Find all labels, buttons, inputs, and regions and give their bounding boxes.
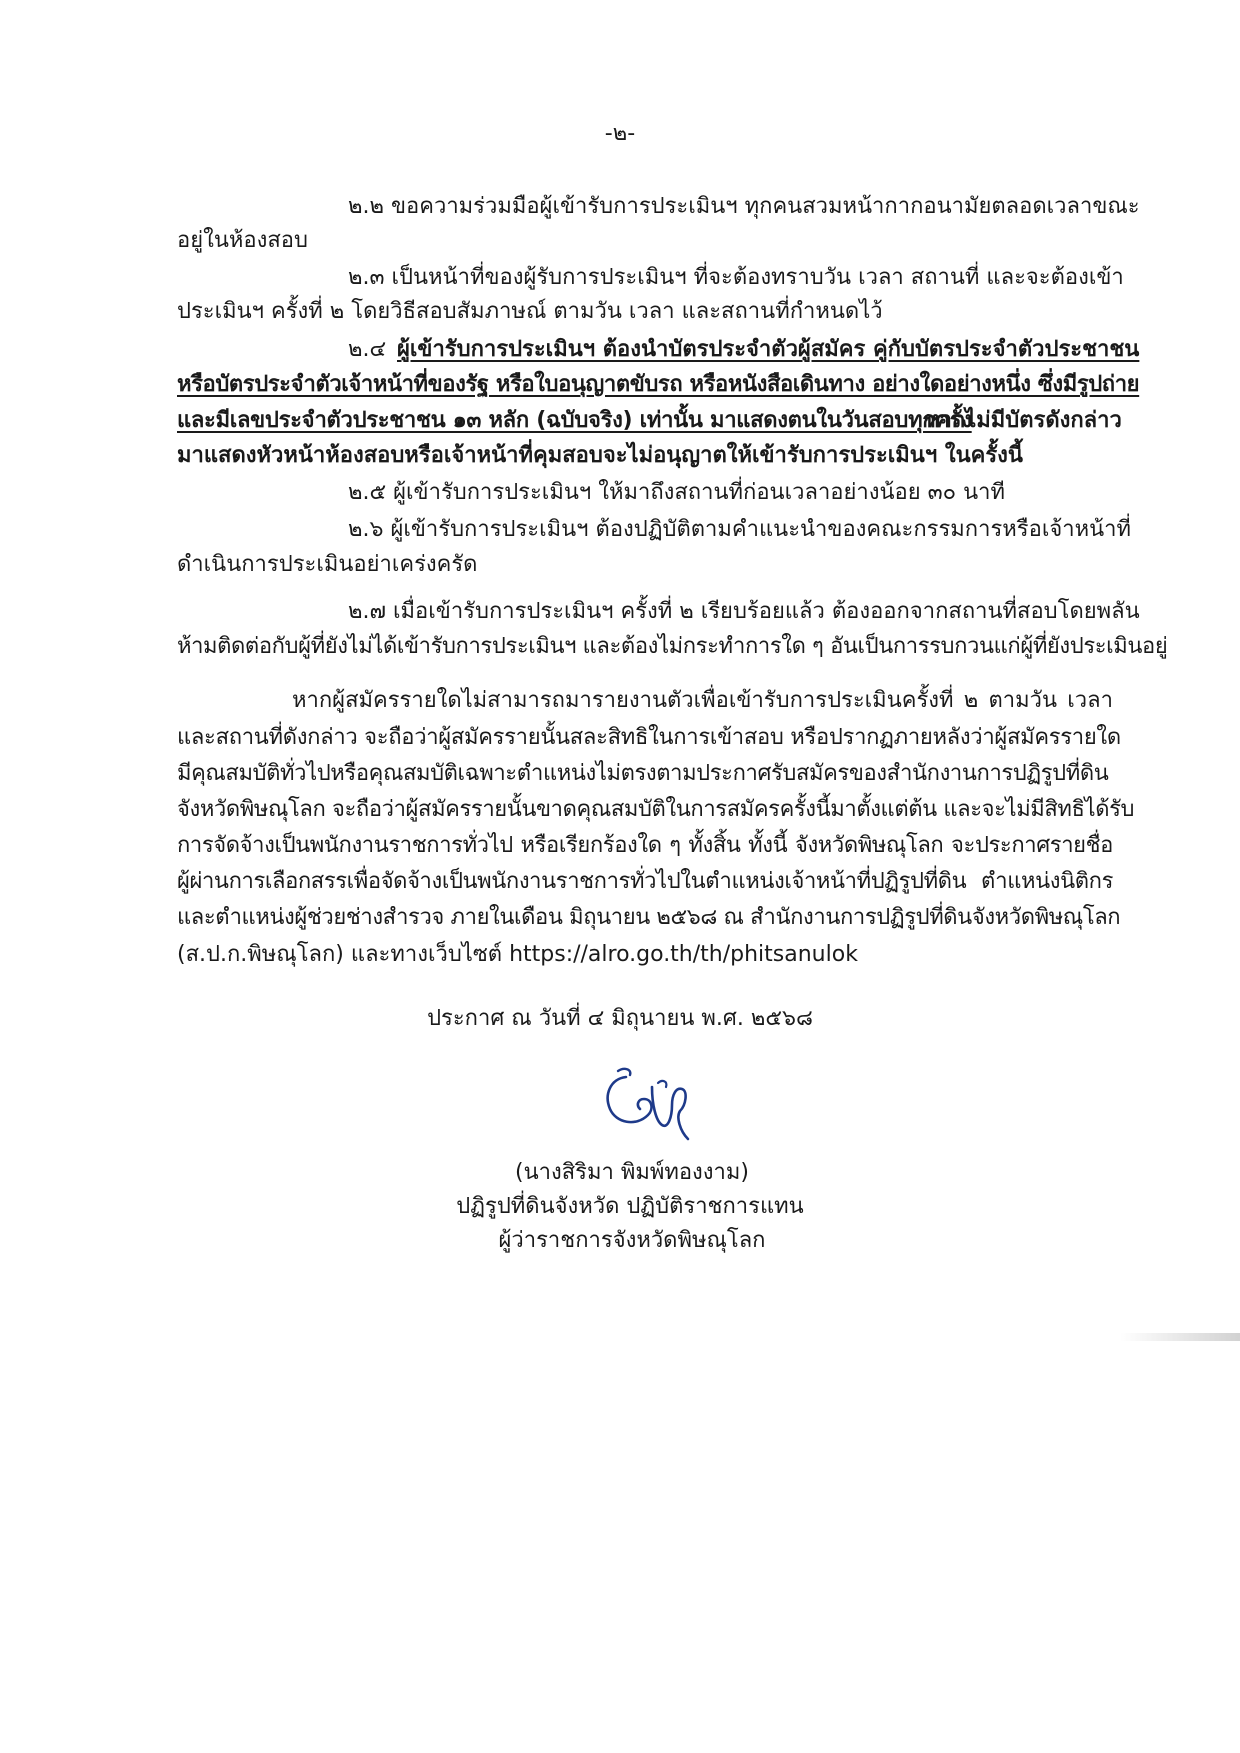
closing-paragraph-line-4: จังหวัดพิษณุโลก จะถือว่าผู้สมัครรายนั้นขาดคุณสมบัติในการสมัครครั้งนี้มาตั้งแต่ต้น และจะไม่มีสิทธิได้รับ: [177, 797, 1135, 822]
closing-paragraph-line-1: หากผู้สมัครรายใดไม่สามารถมารายงานตัวเพื่อเข้ารับการประเมินครั้งที่ ๒ ตามวัน เวลา: [292, 688, 1113, 713]
item-2-4-line-3-tail: หากไม่มีบัตรดังกล่าว: [925, 408, 1122, 433]
item-2-7-line-2: ห้ามติดต่อกับผู้ที่ยังไม่ได้เข้ารับการประเมินฯ และต้องไม่กระทำการใด ๆ อันเป็นการรบกวนแก่ผู้ที่ยังประเมินอยู่: [177, 634, 1168, 659]
item-2-3-line-2: ประเมินฯ ครั้งที่ ๒ โดยวิธีสอบสัมภาษณ์ ตามวัน เวลา และสถานที่กำหนดไว้: [177, 299, 883, 324]
closing-paragraph-line-5: การจัดจ้างเป็นพนักงานราชการทั่วไป หรือเรียกร้องใด ๆ ทั้งสิ้น ทั้งนี้ จังหวัดพิษณุโลก จะประกาศรายชื่อ: [177, 833, 1113, 858]
item-2-2-line-1: ๒.๒ ขอความร่วมมือผู้เข้ารับการประเมินฯ ทุกคนสวมหน้ากากอนามัยตลอดเวลาขณะ: [348, 194, 1140, 219]
item-2-4-line-4: มาแสดงหัวหน้าห้องสอบหรือเจ้าหน้าที่คุมสอบจะไม่อนุญาตให้เข้ารับการประเมินฯ ในครั้งนี้: [177, 443, 1023, 468]
closing-paragraph-line-7: และตำแหน่งผู้ช่วยช่างสำรวจ ภายในเดือน มิถุนายน ๒๕๖๘ ณ สำนักงานการปฏิรูปที่ดินจังหวัดพิษณุโลก: [177, 905, 1121, 930]
signatory-position-2: ผู้ว่าราชการจังหวัดพิษณุโลก: [498, 1228, 766, 1253]
page-number: -๒-: [604, 121, 636, 146]
item-2-4-number: ๒.๔: [348, 337, 387, 362]
item-2-6-line-1: ๒.๖ ผู้เข้ารับการประเมินฯ ต้องปฏิบัติตามคำแนะนำของคณะกรรมการหรือเจ้าหน้าที่: [348, 517, 1131, 542]
item-2-4-line-3: และมีเลขประจำตัวประชาชน ๑๓ หลัก (ฉบับจริง) เท่านั้น มาแสดงตนในวันสอบทุกครั้ง: [177, 408, 972, 433]
scan-edge-mark: [1120, 1333, 1240, 1341]
item-2-2-line-2: อยู่ในห้องสอบ: [177, 228, 308, 253]
item-2-4-line-1: ผู้เข้ารับการประเมินฯ ต้องนำบัตรประจำตัวผู้สมัคร คู่กับบัตรประจำตัวประชาชน: [397, 337, 1140, 362]
item-2-7-line-1: ๒.๗ เมื่อเข้ารับการประเมินฯ ครั้งที่ ๒ เรียบร้อยแล้ว ต้องออกจากสถานที่สอบโดยพลัน: [348, 599, 1140, 624]
item-2-5-line-1: ๒.๕ ผู้เข้ารับการประเมินฯ ให้มาถึงสถานที่ก่อนเวลาอย่างน้อย ๓๐ นาที: [348, 480, 1005, 505]
item-2-4-line-2: หรือบัตรประจำตัวเจ้าหน้าที่ของรัฐ หรือใบอนุญาตขับรถ หรือหนังสือเดินทาง อย่างใดอย่างหนึ่ง ซึ่งมีรูปถ่าย: [177, 372, 1140, 397]
closing-paragraph-line-8: (ส.ป.ก.พิษณุโลก) และทางเว็บไซต์ https://alro.go.th/th/phitsanulok: [177, 942, 858, 967]
closing-paragraph-line-3: มีคุณสมบัติทั่วไปหรือคุณสมบัติเฉพาะตำแหน่งไม่ตรงตามประกาศรับสมัครของสำนักงานการปฏิรูปที่ดิน: [177, 761, 1109, 786]
announcement-date: ประกาศ ณ วันที่ ๔ มิถุนายน พ.ศ. ๒๕๖๘: [427, 1006, 813, 1031]
item-2-6-line-2: ดำเนินการประเมินอย่าเคร่งครัด: [177, 552, 478, 577]
signatory-name: (นางสิริมา พิมพ์ทองงาม): [515, 1160, 749, 1185]
item-2-3-line-1: ๒.๓ เป็นหน้าที่ของผู้รับการประเมินฯ ที่จะต้องทราบวัน เวลา สถานที่ และจะต้องเข้า: [348, 265, 1124, 290]
handwritten-signature: [596, 1065, 701, 1145]
signatory-position-1: ปฏิรูปที่ดินจังหวัด ปฏิบัติราชการแทน: [456, 1194, 804, 1219]
closing-paragraph-line-2: และสถานที่ดังกล่าว จะถือว่าผู้สมัครรายนั้นสละสิทธิในการเข้าสอบ หรือปรากฏภายหลังว่าผู้สมัครรายใด: [177, 725, 1121, 750]
closing-paragraph-line-6: ผู้ผ่านการเลือกสรรเพื่อจัดจ้างเป็นพนักงานราชการทั่วไปในตำแหน่งเจ้าหน้าที่ปฏิรูปที่ดิน ตำแหน่งนิติกร: [177, 869, 1113, 894]
